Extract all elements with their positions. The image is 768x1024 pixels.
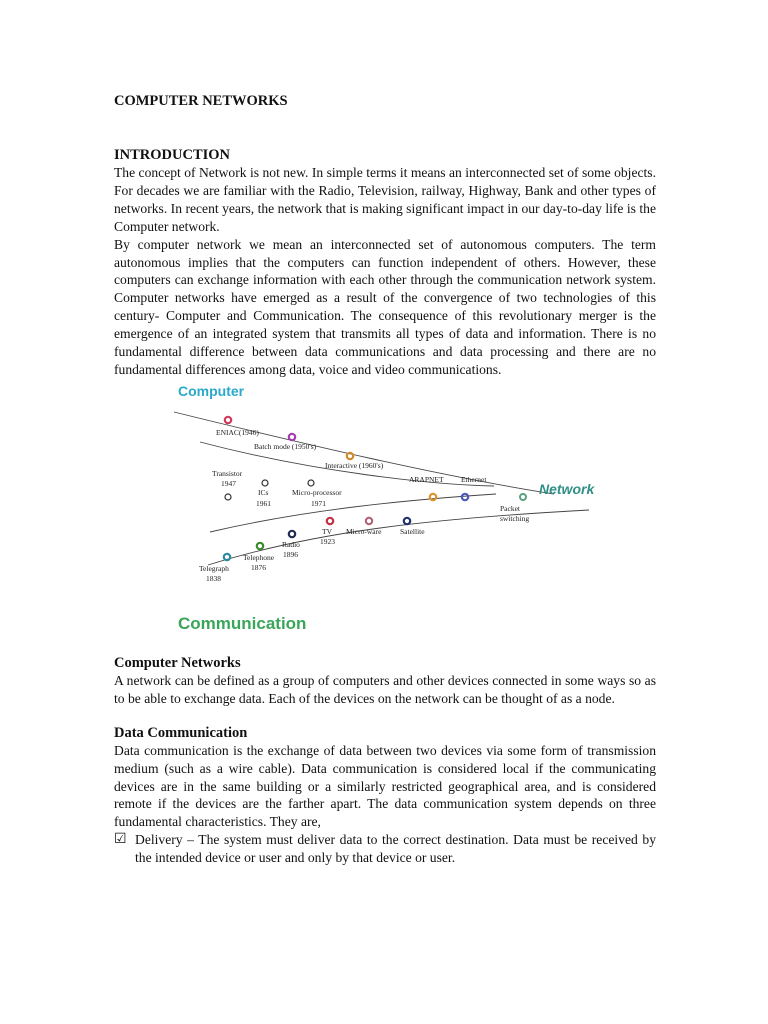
tv-marker	[327, 518, 333, 524]
telephone-marker	[257, 543, 263, 549]
interactive-marker	[347, 453, 353, 459]
tv-label: TV	[322, 526, 332, 536]
telegraph-label: Telegraph	[199, 563, 229, 573]
satellite-label: Satellite	[400, 526, 425, 536]
telephone-label: Telephone	[243, 552, 275, 562]
transistor-label: Transistor	[212, 468, 243, 478]
packet-marker	[520, 494, 526, 500]
radio-year: 1896	[283, 549, 298, 559]
packet-label: Packet	[500, 503, 520, 513]
telegraph-marker	[224, 554, 230, 560]
telegraph-year: 1838	[206, 573, 221, 583]
ics-year: 1961	[256, 498, 271, 508]
intro-paragraph-1: The concept of Network is not new. In simple terms it means an interconnected set of some objects. For decades we are familiar with the Radio, Television, railway, Highway, Bank and other types of networks. In recent years, the network that is making significant impact in our day-to-day life is the Computer network.	[114, 165, 656, 234]
radio-marker	[289, 531, 295, 537]
batch-marker	[289, 434, 295, 440]
ics-marker	[262, 480, 268, 486]
transistor-marker	[225, 494, 231, 500]
computer-networks-paragraph: A network can be defined as a group of computers and other devices connected in some ways so as to be able to exchange data. Each of the devices on the network can be thought of as a node.	[114, 672, 656, 706]
ethernet-marker	[462, 494, 468, 500]
telephone-year: 1876	[251, 562, 266, 572]
bullet-item-delivery	[114, 831, 656, 867]
microprocessor-marker	[308, 480, 314, 486]
radio-label: Radio	[282, 539, 300, 549]
computer-networks-heading: Computer Networks	[114, 654, 241, 671]
eniac-label: ENIAC(1946)	[216, 427, 259, 437]
network-evolution-diagram	[114, 382, 656, 644]
arapnet-label: ARAPNET	[409, 474, 444, 484]
data-communication-paragraph: Data communication is the exchange of data between two devices via some form of transmission medium (such as a wire cable). Data communication is considered local if the communicating devices are in the same building or a similarly restricted geographical area, and is considered remote if the devices are the farther apart. The data communication system depends on three fundamental characteristics. They are,	[114, 742, 656, 830]
arapnet-marker	[430, 494, 436, 500]
bullet-text-delivery: Delivery – The system must deliver data to the correct destination. Data must be received by the intended device or user and only by that device or user.	[135, 832, 656, 866]
interactive-label: Interactive (1960's)	[325, 460, 384, 470]
computer-label: Computer	[178, 382, 245, 399]
network-evolution-figure	[114, 382, 656, 644]
document-title: COMPUTER NETWORKS	[114, 93, 288, 109]
document-body	[114, 92, 656, 867]
data-communication-heading: Data Communication	[114, 724, 248, 741]
tv-year: 1923	[320, 536, 335, 546]
transistor-year: 1947	[221, 478, 236, 488]
microware-label: Micro-ware	[346, 526, 382, 536]
eniac-marker	[225, 417, 231, 423]
microware-marker	[366, 518, 372, 524]
intro-paragraph-2: By computer network we mean an interconnected set of autonomous computers. The term autonomous implies that the computers can function independent of others. However, these computers can exchange information with each other through the communication network system. Computer networks have emerged as a result of the convergence of two technologies of this century- Computer and Communication. The consequence of this revolutionary merger is the emergence of an integrated system that transmits all types of data and information. There is no fundamental difference between data communications and data processing and there are no fundamental differences among data, voice and video communications.	[114, 236, 656, 377]
packet-switching-label: switching	[500, 513, 530, 523]
communication-label: Communication	[178, 613, 307, 633]
microprocessor-year: 1971	[311, 498, 326, 508]
network-label: Network	[539, 480, 595, 497]
ics-label: ICs	[258, 487, 269, 497]
batch-label: Batch mode (1950's)	[254, 441, 317, 451]
introduction-heading: INTRODUCTION	[114, 147, 231, 163]
ethernet-label: Ethernet	[461, 474, 487, 484]
satellite-marker	[404, 518, 410, 524]
microprocessor-label: Micro-processor	[292, 487, 342, 497]
checkbox-icon: ☑	[114, 832, 127, 848]
